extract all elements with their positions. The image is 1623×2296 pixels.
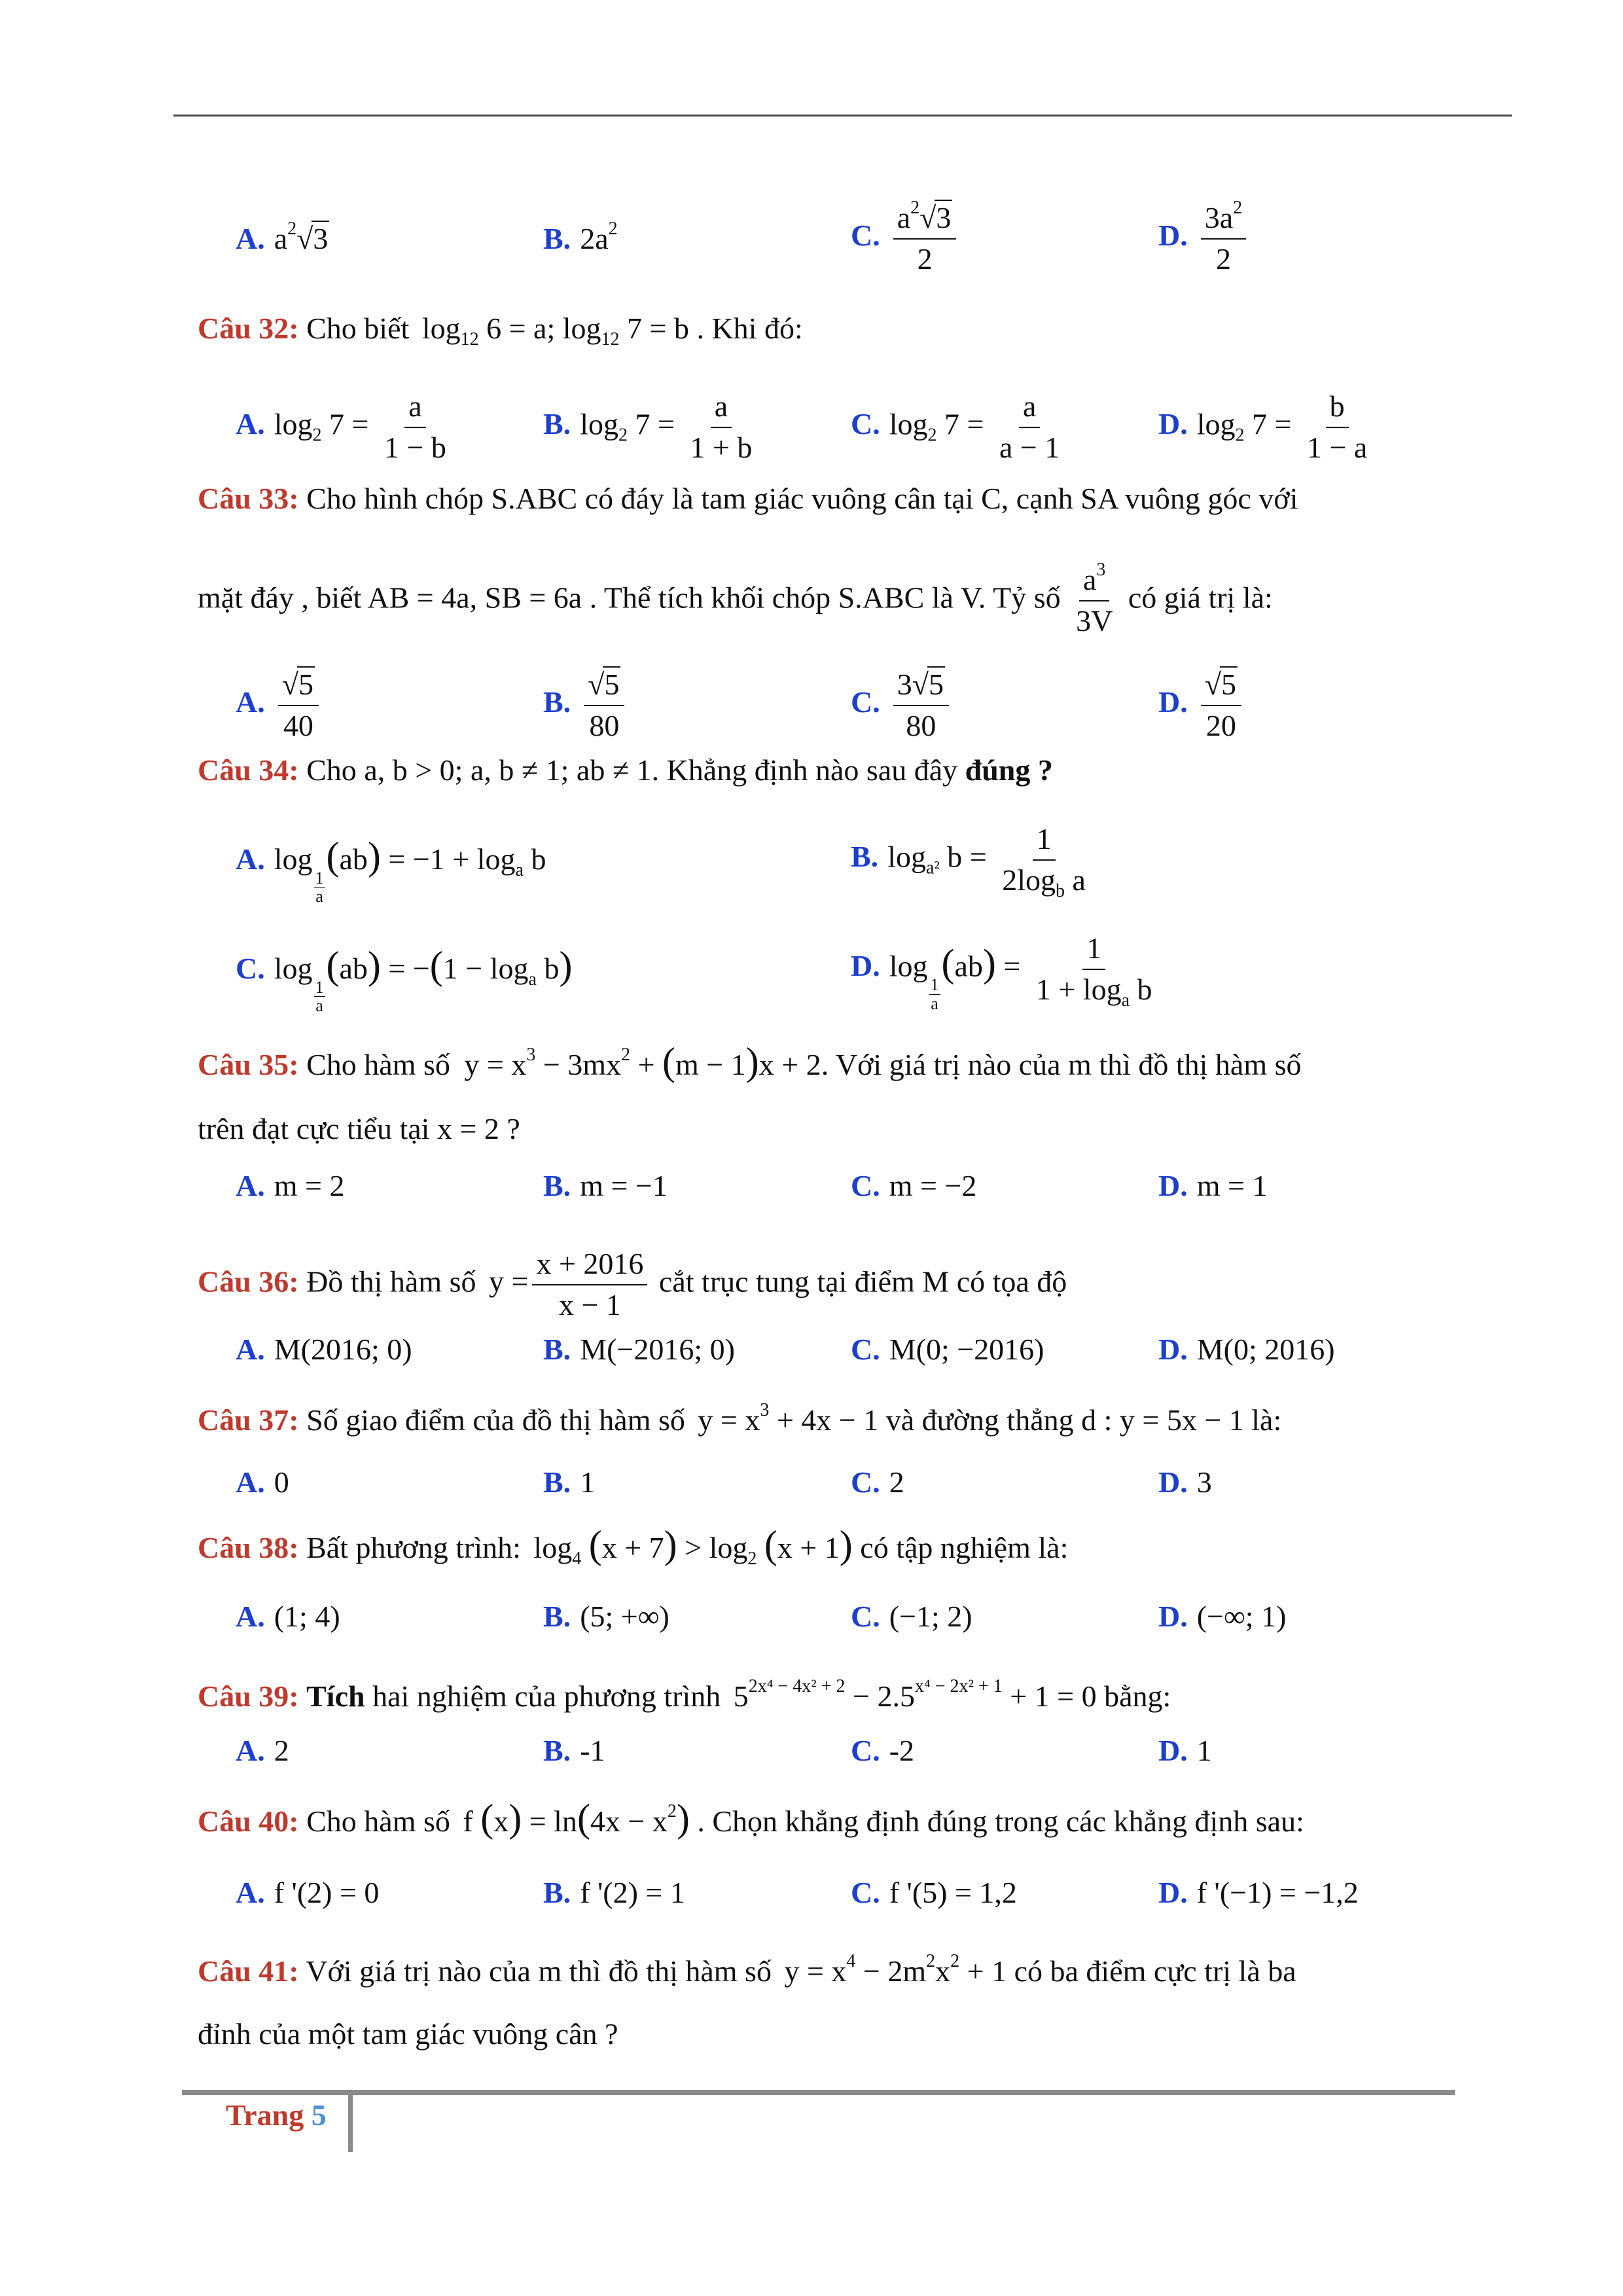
q31-option-d[interactable]: D. $\frac{3a^2}{2}$: [1158, 201, 1250, 277]
page-number: Trang 5: [226, 2098, 327, 2132]
question-32: Câu 32: Cho biết $\log_{12} 6 = a$; $\log_{12} 7 = b$ . Khi đó:: [198, 312, 803, 350]
q31-option-c[interactable]: C. $\frac{a^2√3}{2}$: [851, 201, 960, 277]
question-33: Câu 33: Cho hình chóp S.ABC có đáy là tam giác vuông cân tại C, cạnh SA vuông góc với: [198, 482, 1298, 515]
q39-option-a[interactable]: A. 2: [236, 1734, 289, 1767]
question-41-line2: đỉnh của một tam giác vuông cân ?: [198, 2017, 618, 2051]
footer-divider: [348, 2093, 353, 2152]
q32-option-d[interactable]: D. $\log_2 7$ = $\frac{b}{1 - a}$: [1158, 389, 1368, 464]
q34-option-d[interactable]: D. log $\frac{1}{a}$ (ab) = $\frac{1}{1 + \log_a b}$: [851, 931, 1152, 1013]
q38-option-c[interactable]: C. (−1; 2): [851, 1600, 972, 1633]
question-33-line2: mặt đáy , biết AB = 4a, SB = 6a . Thể tích khối chóp S.ABC là V. Tỷ số $\frac{a^3}{3V}$ có giá trị là:: [198, 560, 1273, 637]
question-37: Câu 37: Số giao điểm của đồ thị hàm số $y = x^3 + 4x - 1$ và đường thẳng d : y = 5x − 1 là:: [198, 1400, 1282, 1437]
q37-option-d[interactable]: D. 3: [1158, 1465, 1212, 1499]
question-41: Câu 41: Với giá trị nào của m thì đồ thị hàm số $y = x^4 - 2m^2x^2 + 1$ có ba điểm cực trị là ba: [198, 1951, 1296, 1988]
question-40: Câu 40: Cho hàm số f $(x) = \ln(4x - x^2)$ . Chọn khẳng định đúng trong các khẳng định sau:: [198, 1797, 1304, 1840]
question-36: Câu 36: Đồ thị hàm số y = $\frac{x + 2016}{x - 1}$ cắt trục tung tại điểm M có tọa độ: [198, 1247, 1067, 1321]
q35-option-a[interactable]: A. m = 2: [236, 1169, 345, 1202]
q34-option-a[interactable]: A. log $\frac{1}{a}$ $(ab) = -1 + \log_a b$: [236, 834, 546, 906]
q32-option-a[interactable]: A. $\log_2 7$ = $\frac{a}{1 - b}$: [236, 389, 446, 464]
q40-option-c[interactable]: C. f '(5) = 1,2: [851, 1876, 1017, 1909]
q39-option-c[interactable]: C. -2: [851, 1734, 915, 1767]
q32-option-c[interactable]: C. $\log_2 7$ = $\frac{a}{a - 1}$: [851, 389, 1060, 464]
q35-option-b[interactable]: B. m = −1: [543, 1169, 668, 1202]
q37-option-a[interactable]: A. 0: [236, 1465, 289, 1499]
q36-option-c[interactable]: C. M(0; −2016): [851, 1333, 1044, 1366]
q34-option-b[interactable]: B. $\log_{a^2} b$ = $\frac{1}{2\log_b a}$: [851, 822, 1086, 901]
q36-option-a[interactable]: A. M(2016; 0): [236, 1333, 412, 1366]
q40-option-b[interactable]: B. f '(2) = 1: [543, 1876, 685, 1909]
question-38: Câu 38: Bất phương trình: $\log_4 (x + 7) > \log_2 (x + 1)$ có tập nghiệm là:: [198, 1523, 1069, 1569]
q38-option-a[interactable]: A. (1; 4): [236, 1600, 340, 1633]
q39-option-b[interactable]: B. -1: [543, 1734, 605, 1767]
q40-option-d[interactable]: D. f '(−1) = −1,2: [1158, 1876, 1359, 1909]
q34-option-c[interactable]: C. log $\frac{1}{a}$ $(ab) = -(1 - \log_a b)$: [236, 944, 573, 1016]
q36-option-b[interactable]: B. M(−2016; 0): [543, 1333, 735, 1366]
q35-option-c[interactable]: C. m = −2: [851, 1169, 977, 1202]
q35-option-d[interactable]: D. m = 1: [1158, 1169, 1268, 1202]
q36-option-d[interactable]: D. M(0; 2016): [1158, 1333, 1335, 1366]
q37-option-b[interactable]: B. 1: [543, 1465, 596, 1499]
q33-option-a[interactable]: A. $\frac{√5}{40}$: [236, 668, 323, 744]
q33-option-c[interactable]: C. $\frac{3√5}{80}$: [851, 668, 953, 744]
footer-rule: [182, 2090, 1455, 2095]
q37-option-c[interactable]: C. 2: [851, 1465, 904, 1499]
question-39: Câu 39: Tích hai nghiệm của phương trình $5^{2x^4 - 4x^2 + 2} - 2.5^{x^4 - 2x^2 + 1} + 1 = 0$ bằng:: [198, 1676, 1171, 1713]
header-rule: [173, 115, 1512, 117]
q38-option-d[interactable]: D. (−∞; 1): [1158, 1600, 1287, 1633]
q39-option-d[interactable]: D. 1: [1158, 1734, 1212, 1767]
q38-option-b[interactable]: B. (5; +∞): [543, 1600, 669, 1633]
q33-option-b[interactable]: B. $\frac{√5}{80}$: [543, 668, 628, 744]
q31-option-b[interactable]: B. $2a^2$: [543, 219, 618, 255]
q31-option-a[interactable]: A. $a^2√3$: [236, 219, 329, 255]
q32-option-b[interactable]: B. $\log_2 7$ = $\frac{a}{1 + b}$: [543, 389, 753, 464]
q33-option-d[interactable]: D. $\frac{√5}{20}$: [1158, 668, 1245, 744]
q40-option-a[interactable]: A. f '(2) = 0: [236, 1876, 380, 1909]
question-35: Câu 35: Cho hàm số $y = x^3 - 3mx^2 + (m - 1)x + 2$. Với giá trị nào của m thì đồ thị hàm số: [198, 1040, 1302, 1083]
question-34: Câu 34: Cho a, b > 0; a, b ≠ 1; ab ≠ 1. Khẳng định nào sau đây đúng ?: [198, 753, 1053, 787]
question-35-line2: trên đạt cực tiểu tại x = 2 ?: [198, 1112, 520, 1145]
